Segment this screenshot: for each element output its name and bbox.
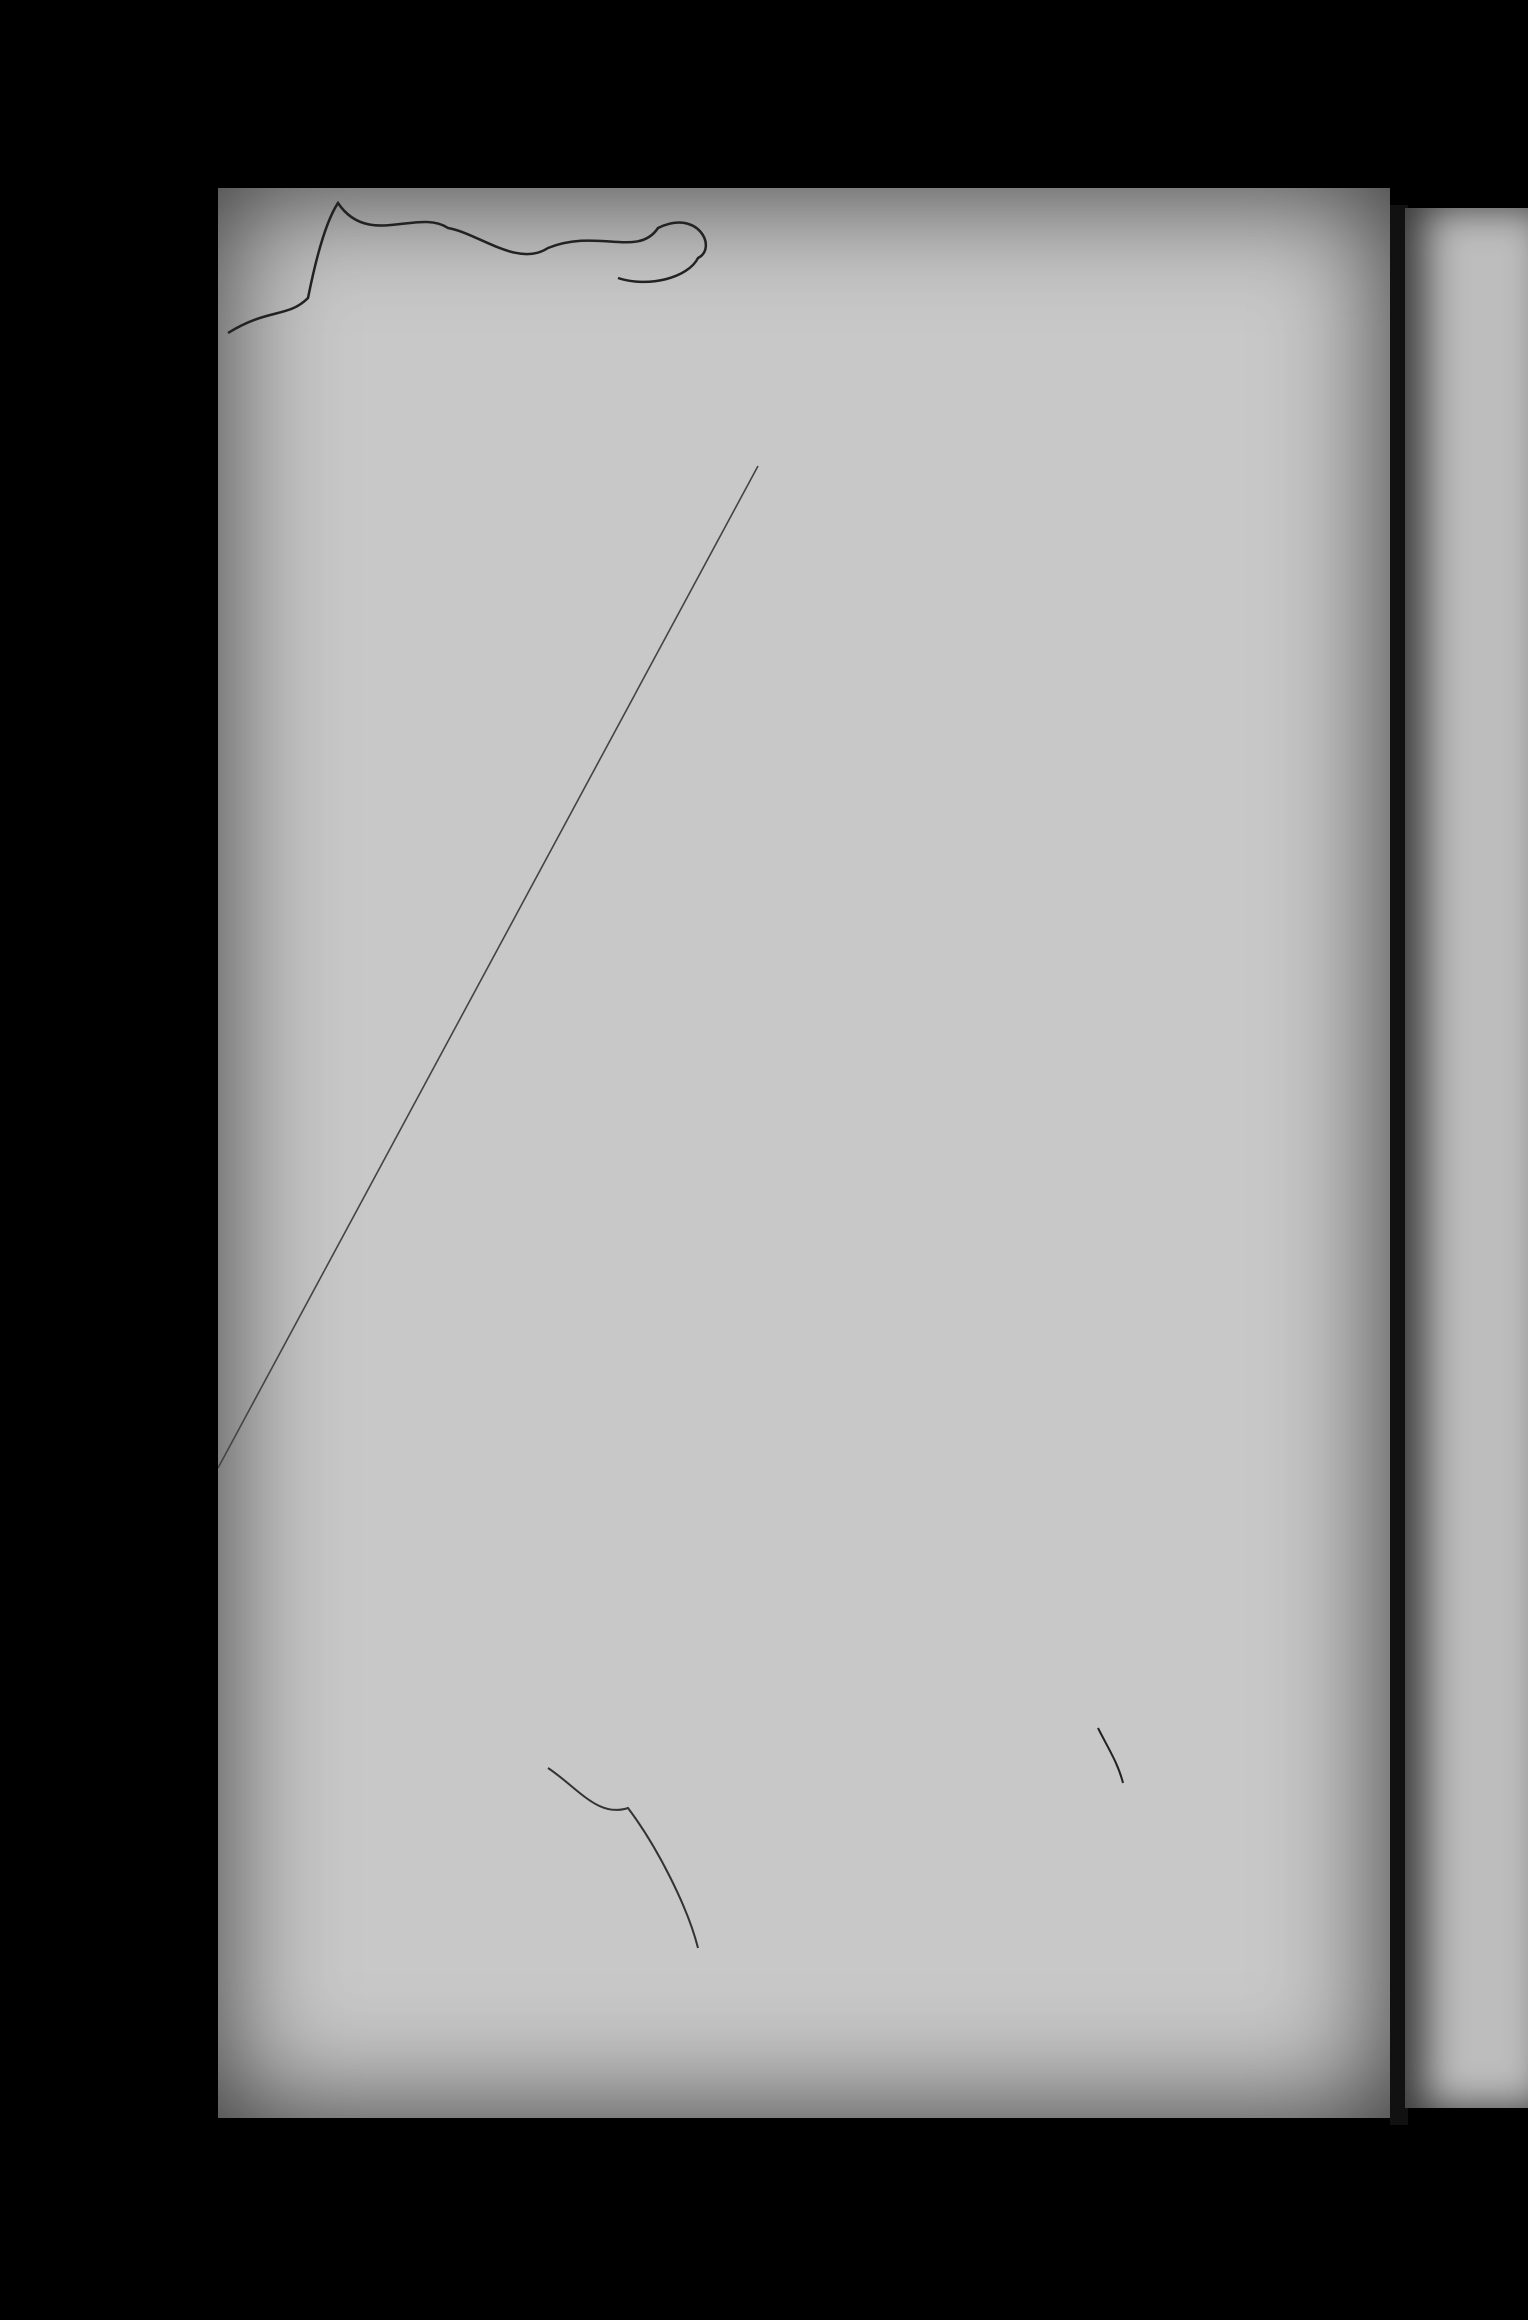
- facing-page-fragment: [1405, 208, 1528, 2108]
- book-page: [218, 188, 1390, 2118]
- page-stains: [218, 188, 1390, 2118]
